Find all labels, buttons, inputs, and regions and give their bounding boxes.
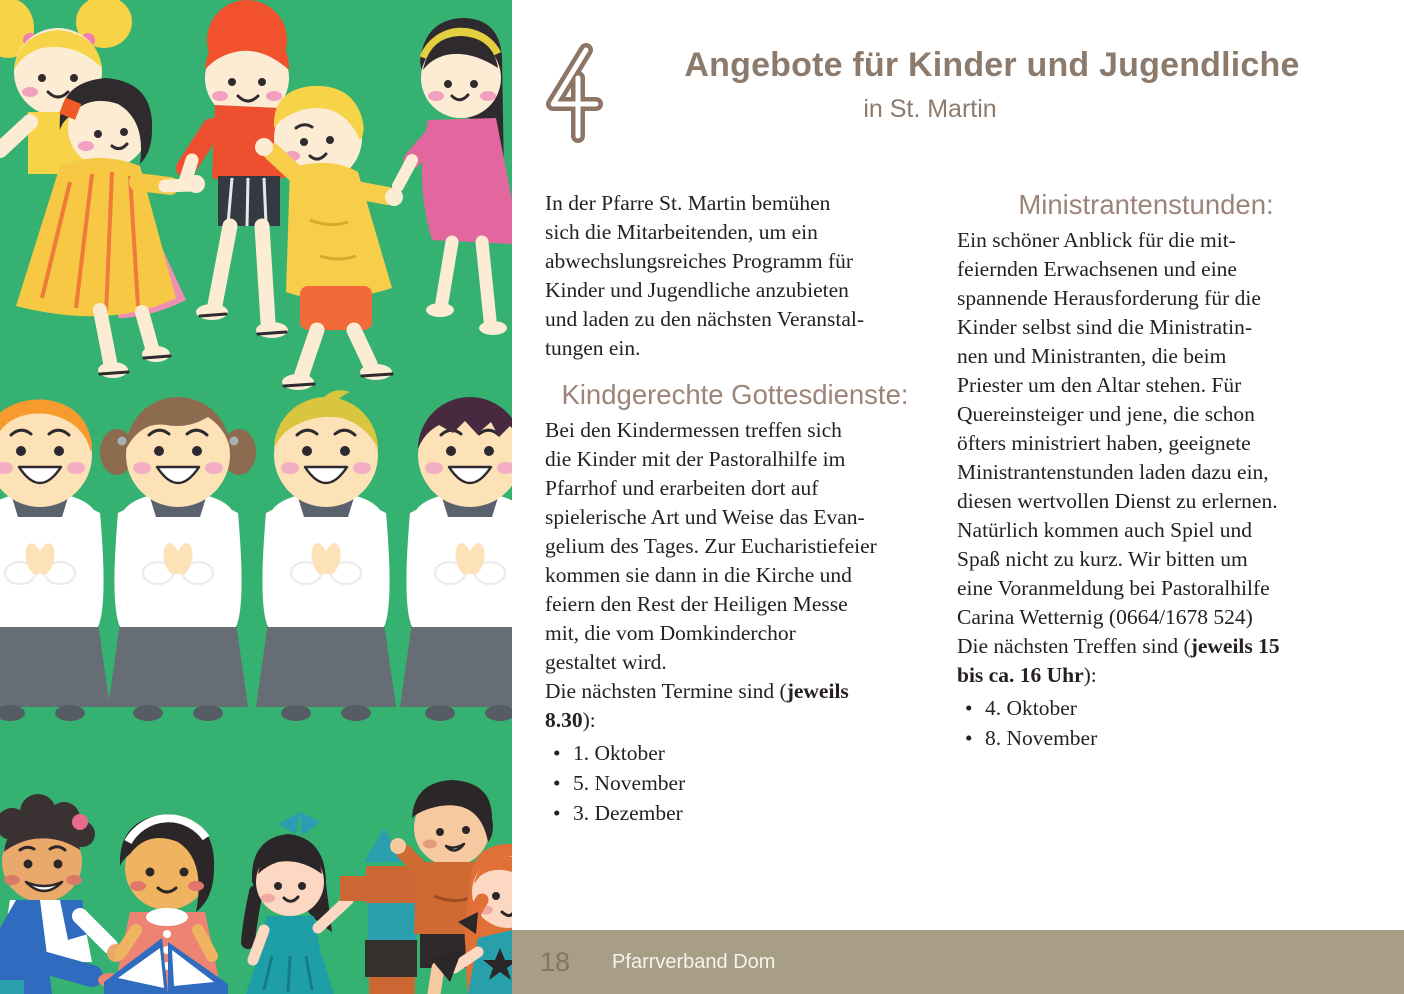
ministranten-paragraph: Ein schöner Anblick für die mit- feiernden Erwachsenen und eine spannende Herausforderung für die Kinder selbst sind die Ministratin- nen und Ministranten, die beim Priester um den Altar stehen. Für Quereinsteiger und jene, die schon öfters ministriert haben, geeignete Ministrantenstunden laden dazu ein, diesen wertvollen Dienst zu erlernen. Natürlich kommen auch Spiel und Spaß nicht zu kurz. Wir bitten um eine Voranmeldung bei Pastoralhilfe Carina Wetternig (0664/1678 524) Die nächsten Treffen sind (jeweils 15 bis ca. 16 Uhr): [957, 228, 1280, 687]
termine-list [547, 738, 925, 828]
kindermessen-paragraph: Bei den Kindermessen treffen sich die Kinder mit der Pastoralhilfe im Pfarrhof und erarbeiten dort auf spielerische Art und Weise das Evan- gelium des Tages. Zur Eucharistiefeier kommen sie dann in die Kirche und feiern den Rest der Heiligen Messe mit, die vom Domkinderchor gestaltet wird. Die nächsten Termine sind (jeweils 8.30): [545, 418, 877, 732]
footer-label: Pfarrverband Dom [612, 950, 776, 973]
content-area [512, 0, 1404, 994]
list-item: • 3. Dezember [547, 798, 925, 828]
list-item: • 5. November [547, 768, 925, 798]
right-column [957, 189, 1335, 828]
article-columns [512, 189, 1404, 828]
page-subtitle: in St. Martin [863, 95, 997, 123]
children-illustration [0, 0, 512, 994]
intro-paragraph: In der Pfarre St. Martin bemühen sich die Mitarbeitenden, um ein abwechslungsreiches Programm für Kinder und Jugendliche anzubieten und laden zu den nächsten Veranstal- tungen ein. [545, 191, 865, 360]
list-item: • 8. November [959, 723, 1335, 753]
left-column [545, 189, 925, 828]
page-header [512, 0, 1404, 151]
page-title: Angebote für Kinder und Jugendliche [684, 46, 1300, 84]
title-block [610, 40, 1374, 124]
list-item: • 1. Oktober [547, 738, 925, 768]
section-heading-ministrantenstunden: Ministrantenstunden: [1018, 189, 1274, 220]
page-number: 18 [540, 946, 571, 977]
list-item: • 4. Oktober [959, 693, 1335, 723]
children-illustration-panel [0, 0, 512, 994]
treffen-list [959, 693, 1335, 753]
section-heading-kindgerechte-gottesdienste: Kindgerechte Gottesdienste: [561, 379, 909, 410]
cross-number-4-icon [532, 40, 610, 151]
page-footer [512, 930, 1404, 994]
